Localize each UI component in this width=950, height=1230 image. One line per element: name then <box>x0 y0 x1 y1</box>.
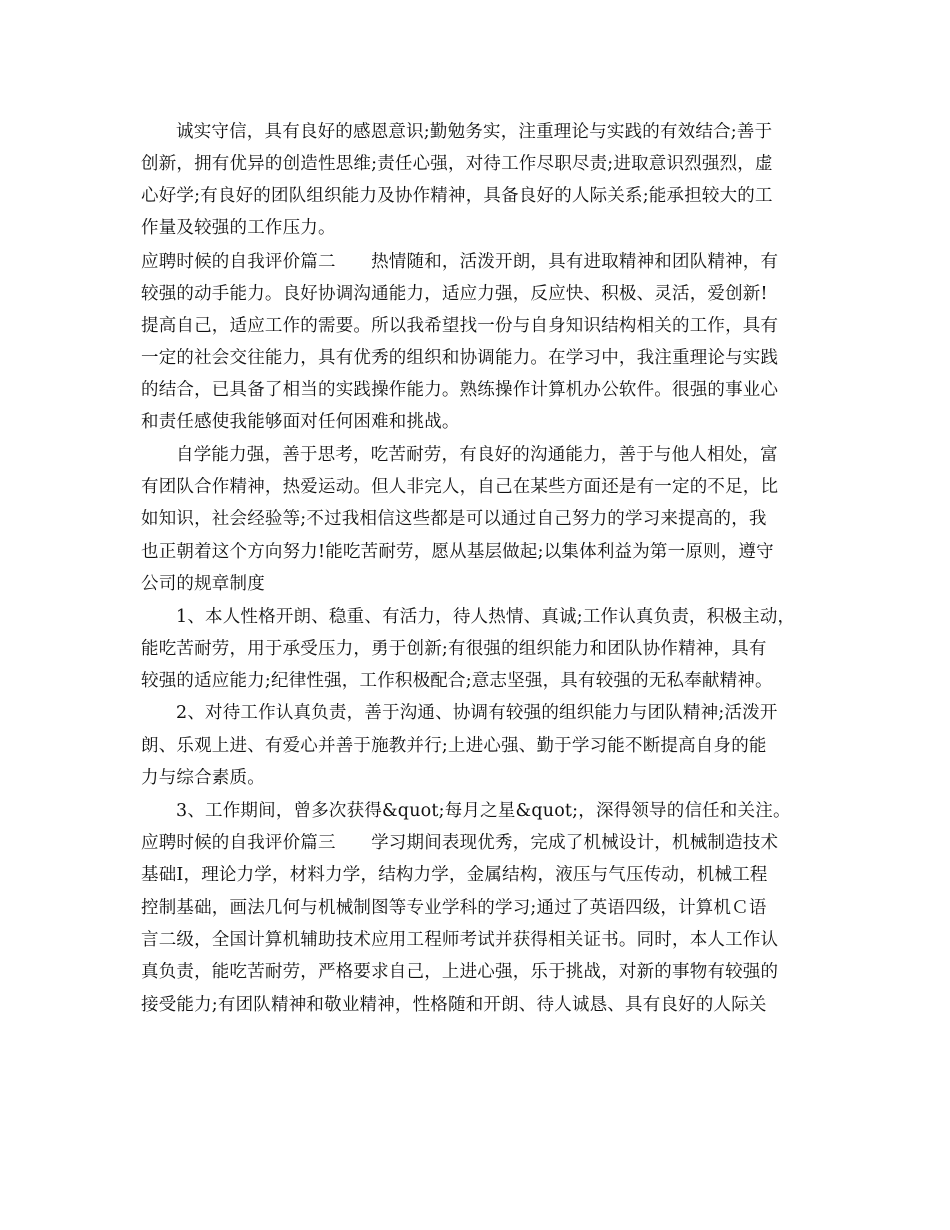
text-line: 自学能力强，善于思考，吃苦耐劳，有良好的沟通能力，善于与他人相处，富 <box>176 445 778 465</box>
text-line: 一定的社会交往能力，具有优秀的组织和协调能力。在学习中，我注重理论与实践 <box>141 348 779 368</box>
text-line: 公司的规章制度 <box>141 574 265 594</box>
text-line: 2、对待工作认真负责，善于沟通、协调有较强的组织能力与团队精神;活泼开 <box>176 703 778 723</box>
section-heading-line: 应聘时候的自我评价篇三 学习期间表现优秀，完成了机械设计，机械制造技术 <box>141 833 779 853</box>
text-line: 1、本人性格开朗、稳重、有活力，待人热情、真诚;工作认真负责，积极主动， <box>176 607 796 627</box>
text-line: 作量及较强的工作压力。 <box>141 218 336 238</box>
section-heading-line: 应聘时候的自我评价篇二 热情随和，活泼开朗，具有进取精神和团队精神，有 <box>141 252 779 272</box>
text-line: 有团队合作精神，热爱运动。但人非完人，自己在某些方面还是有一定的不足，比 <box>141 477 779 497</box>
text-line: 较强的适应能力;纪律性强，工作积极配合;意志坚强，具有较强的无私奉献精神。 <box>141 671 773 691</box>
text-line: 能吃苦耐劳，用于承受压力，勇于创新;有很强的组织能力和团队协作精神，具有 <box>141 639 767 659</box>
text-line: 和责任感使我能够面对任何困难和挑战。 <box>141 412 460 432</box>
text-line: 接受能力;有团队精神和敬业精神，性格随和开朗、待人诚恳、具有良好的人际关 <box>141 995 767 1015</box>
text-line: 控制基础，画法几何与机械制图等专业学科的学习;通过了英语四级，计算机Ｃ语 <box>141 898 767 918</box>
text-line: 朗、乐观上进、有爱心并善于施教并行;上进心强、勤于学习能不断提高自身的能 <box>141 736 767 756</box>
text-line: 创新，拥有优异的创造性思维;责任心强，对待工作尽职尽责;进取意识烈强烈，虚 <box>141 154 773 174</box>
text-line: 真负责，能吃苦耐劳，严格要求自己，上进心强，乐于挑战，对新的事物有较强的 <box>141 962 779 982</box>
text-line: 基础Ⅰ，理论力学，材料力学，结构力学，金属结构，液压与气压传动，机械工程 <box>141 865 768 885</box>
text-line: 3、工作期间，曾多次获得&quot;每月之星&quot;，深得领导的信任和关注。 <box>176 801 791 821</box>
text-line: 力与综合素质。 <box>141 768 265 788</box>
text-line: 的结合，已具备了相当的实践操作能力。熟练操作计算机办公软件。很强的事业心 <box>141 380 779 400</box>
text-line: 较强的动手能力。良好协调沟通能力，适应力强，反应快、积极、灵活，爱创新! <box>141 284 768 304</box>
text-line: 诚实守信，具有良好的感恩意识;勤勉务实，注重理论与实践的有效结合;善于 <box>176 122 773 142</box>
text-line: 言二级，全国计算机辅助技术应用工程师考试并获得相关证书。同时，本人工作认 <box>141 930 779 950</box>
text-line: 心好学;有良好的团队组织能力及协作精神，具备良好的人际关系;能承担较大的工 <box>141 186 773 206</box>
text-line: 提高自己，适应工作的需要。所以我希望找一份与自身知识结构相关的工作，具有 <box>141 316 779 336</box>
text-line: 如知识，社会经验等;不过我相信这些都是可以通过自己努力的学习来提高的，我 <box>141 509 767 529</box>
text-line: 也正朝着这个方向努力!能吃苦耐劳，愿从基层做起;以集体利益为第一原则，遵守 <box>141 542 774 562</box>
